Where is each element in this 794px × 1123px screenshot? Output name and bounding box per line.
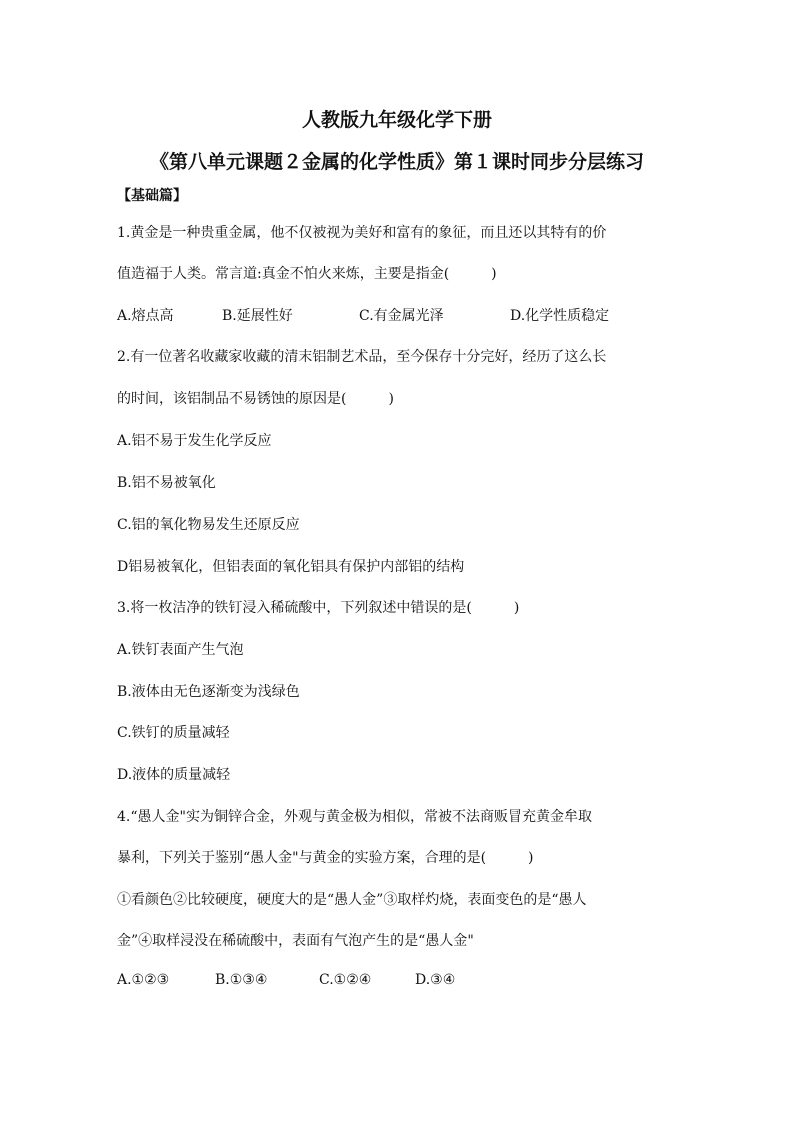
question-1-option-d: D.化学性质稳定 bbox=[510, 308, 610, 324]
question-1-line-2: 值造福于人类。常言道:真金不怕火来炼，主要是指金( ) bbox=[117, 266, 497, 282]
question-4-line-3: ①看颜色②比较硬度，硬度大的是“愚人金”③取样灼烧，表面变色的是“愚人 bbox=[117, 892, 587, 908]
question-4-option-c: C.①②④ bbox=[319, 972, 372, 988]
question-2-option-a: A.铝不易于发生化学反应 bbox=[117, 433, 272, 449]
question-4-line-1: 4.“愚人金"实为铜锌合金，外观与黄金极为相似，常被不法商贩冒充黄金牟取 bbox=[117, 809, 592, 825]
question-3-line-1: 3.将一枚洁净的铁钉浸入稀硫酸中，下列叙述中错误的是( ) bbox=[117, 600, 520, 616]
question-4-option-b: B.①③④ bbox=[215, 972, 268, 988]
section-heading: 【基础篇】 bbox=[117, 188, 187, 204]
document-title: 人教版九年级化学下册 bbox=[301, 109, 492, 131]
question-1-option-c: C.有金属光泽 bbox=[359, 308, 444, 324]
question-4-line-2: 暴利，下列关于鉴别“愚人金"与黄金的实验方案，合理的是( ) bbox=[117, 850, 534, 866]
question-3-option-c: C.铁钉的质量减轻 bbox=[117, 725, 230, 741]
question-1-option-a: A.熔点高 bbox=[117, 308, 174, 324]
question-4-option-a: A.①②③ bbox=[117, 972, 170, 988]
document-subtitle: 《第八单元课题２金属的化学性质》第１课时同步分层练习 bbox=[149, 151, 644, 173]
question-4-option-d: D.③④ bbox=[415, 972, 456, 988]
question-2-option-b: B.铝不易被氧化 bbox=[117, 475, 216, 491]
question-4-line-4: 金”④取样浸没在稀硫酸中，表面有气泡产生的是“愚人金" bbox=[117, 933, 474, 949]
question-1-option-b: B.延展性好 bbox=[222, 308, 293, 324]
question-1-line-1: 1.黄金是一种贵重金属，他不仅被视为美好和富有的象征，而且还以其特有的价 bbox=[117, 225, 607, 241]
question-2-option-d: D铝易被氧化，但铝表面的氧化铝具有保护内部铝的结构 bbox=[117, 559, 465, 575]
question-3-option-a: A.铁钉表面产生气泡 bbox=[117, 642, 244, 658]
question-2-line-2: 的时间，该铝制品不易锈蚀的原因是( ) bbox=[117, 391, 394, 407]
question-2-option-c: C.铝的氧化物易发生还原反应 bbox=[117, 517, 300, 533]
question-3-option-d: D.液体的质量减轻 bbox=[117, 767, 231, 783]
question-3-option-b: B.液体由无色逐渐变为浅绿色 bbox=[117, 684, 300, 700]
question-2-line-1: 2.有一位著名收藏家收藏的清末铝制艺术品，至今保存十分完好，经历了这么长 bbox=[117, 349, 607, 365]
